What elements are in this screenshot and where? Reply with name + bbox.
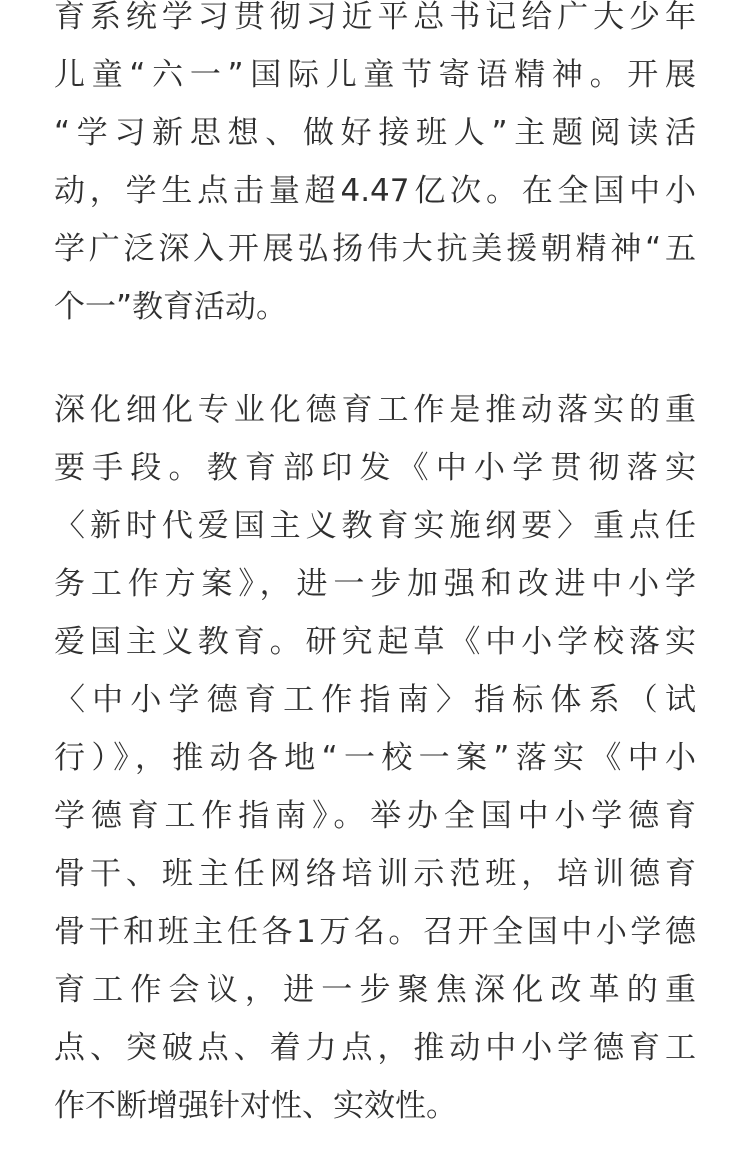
text-line: 务工作方案》，进一步加强和改进中小学 [54, 566, 696, 602]
text-line: 骨干和班主任各1万名。召开全国中小学德 [54, 914, 696, 950]
text-line: 儿童“六一”国际儿童节寄语精神。开展 [54, 57, 696, 93]
text-line: 育工作会议，进一步聚焦深化改革的重 [54, 972, 696, 1008]
text-line: 学德育工作指南》。举办全国中小学德育 [54, 798, 696, 834]
text-line: 骨干、班主任网络培训示范班，培训德育 [54, 856, 696, 892]
text-line: “学习新思想、做好接班人”主题阅读活 [54, 115, 696, 151]
text-line: 爱国主义教育。研究起草《中小学校落实 [54, 624, 696, 660]
text-line: 行）》，推动各地“一校一案”落实《中小 [54, 740, 696, 776]
text-line: 学广泛深入开展弘扬伟大抗美援朝精神“五 [54, 231, 696, 267]
text-line: 要手段。教育部印发《中小学贯彻落实 [54, 450, 696, 486]
text-line: 深化细化专业化德育工作是推动落实的重 [54, 392, 696, 428]
text-line: 动，学生点击量超4.47亿次。在全国中小 [54, 173, 696, 209]
text-line: 〈新时代爱国主义教育实施纲要〉重点任 [54, 508, 696, 544]
text-line: 作不断增强针对性、实效性。 [54, 1088, 457, 1124]
text-line: 〈中小学德育工作指南〉指标体系（试 [54, 682, 696, 718]
text-line: 点、突破点、着力点，推动中小学德育工 [54, 1030, 696, 1066]
text-line: 个一”教育活动。 [54, 289, 288, 325]
text-line: 育系统学习贯彻习近平总书记给广大少年 [54, 0, 696, 35]
